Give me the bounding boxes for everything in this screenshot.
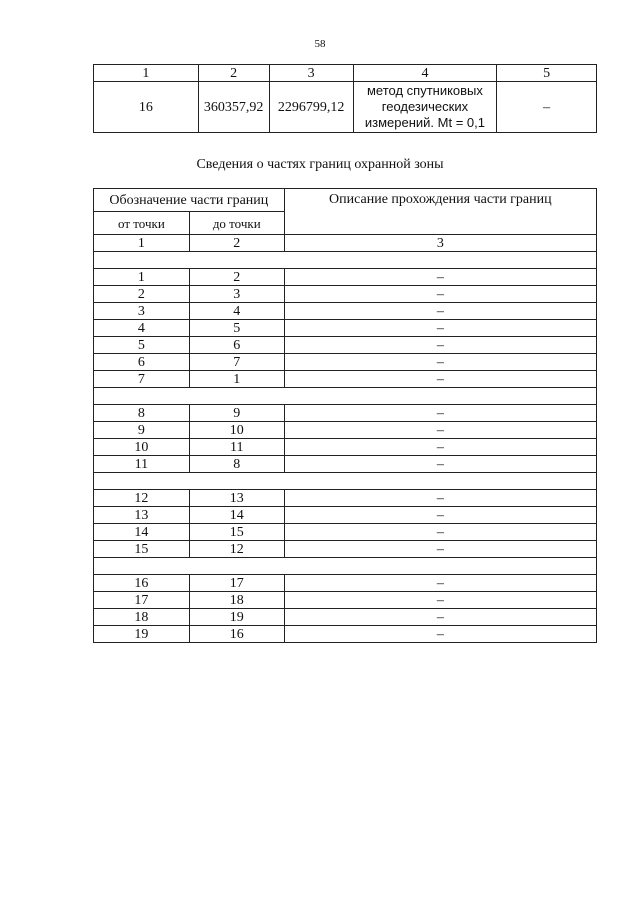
- column-number: 3: [269, 65, 353, 82]
- description-cell: –: [284, 405, 596, 422]
- column-numbers-row: [94, 235, 597, 252]
- from-point-cell: 9: [94, 422, 190, 439]
- from-point-cell: 1: [94, 269, 190, 286]
- table-row: [94, 269, 597, 286]
- to-point-cell: 15: [189, 524, 284, 541]
- from-point-cell: 18: [94, 609, 190, 626]
- from-point-cell: 12: [94, 490, 190, 507]
- header-to-point: до точки: [189, 212, 284, 235]
- section-title: Сведения о частях границ охранной зоны: [196, 157, 444, 172]
- description-cell: –: [284, 303, 596, 320]
- table-row: [94, 541, 597, 558]
- description-cell: –: [284, 524, 596, 541]
- group-separator-cell: [94, 558, 597, 575]
- to-point-cell: 6: [189, 337, 284, 354]
- description-cell: –: [284, 371, 596, 388]
- table-row: [94, 456, 597, 473]
- column-number: 2: [189, 235, 284, 252]
- table-row: [94, 575, 597, 592]
- coordinates-row: [94, 82, 597, 133]
- table-row: [94, 592, 597, 609]
- to-point-cell: 12: [189, 541, 284, 558]
- from-point-cell: 5: [94, 337, 190, 354]
- page-number: 58: [314, 38, 326, 50]
- coordinates-header-row: [94, 65, 597, 82]
- to-point-cell: 4: [189, 303, 284, 320]
- to-point-cell: 17: [189, 575, 284, 592]
- description-cell: –: [284, 541, 596, 558]
- from-point-cell: 8: [94, 405, 190, 422]
- column-number: 1: [94, 235, 190, 252]
- method-line: метод спутниковых: [366, 83, 483, 98]
- table-row: [94, 303, 597, 320]
- table-row: [94, 371, 597, 388]
- table-row: [94, 490, 597, 507]
- coordinate-x: 360357,92: [198, 82, 269, 133]
- from-point-cell: 19: [94, 626, 190, 643]
- description-cell: –: [284, 422, 596, 439]
- from-point-cell: 17: [94, 592, 190, 609]
- description-cell: –: [284, 320, 596, 337]
- description-cell: –: [284, 507, 596, 524]
- description-cell: –: [284, 439, 596, 456]
- method-line: геодезических: [381, 99, 469, 114]
- group-separator-row: [94, 388, 597, 405]
- table-row: [94, 609, 597, 626]
- to-point-cell: 9: [189, 405, 284, 422]
- table-row: [94, 405, 597, 422]
- table-row: [94, 337, 597, 354]
- table-row: [94, 524, 597, 541]
- note-cell: –: [497, 82, 597, 133]
- point-number: 16: [94, 82, 199, 133]
- from-point-cell: 4: [94, 320, 190, 337]
- column-number: 2: [198, 65, 269, 82]
- group-separator-row: [94, 473, 597, 490]
- from-point-cell: 10: [94, 439, 190, 456]
- to-point-cell: 16: [189, 626, 284, 643]
- group-separator-row: [94, 558, 597, 575]
- to-point-cell: 18: [189, 592, 284, 609]
- to-point-cell: 5: [189, 320, 284, 337]
- to-point-cell: 19: [189, 609, 284, 626]
- from-point-cell: 2: [94, 286, 190, 303]
- description-cell: –: [284, 575, 596, 592]
- to-point-cell: 11: [189, 439, 284, 456]
- from-point-cell: 14: [94, 524, 190, 541]
- description-cell: –: [284, 609, 596, 626]
- from-point-cell: 6: [94, 354, 190, 371]
- parts-header-row: [94, 189, 597, 212]
- header-from-point: от точки: [94, 212, 190, 235]
- group-separator-row: [94, 252, 597, 269]
- table-row: [94, 439, 597, 456]
- group-separator-cell: [94, 388, 597, 405]
- boundary-parts-table: [93, 188, 597, 643]
- description-cell: –: [284, 269, 596, 286]
- column-number: 4: [353, 65, 497, 82]
- to-point-cell: 13: [189, 490, 284, 507]
- group-separator-cell: [94, 252, 597, 269]
- description-cell: –: [284, 354, 596, 371]
- description-cell: –: [284, 286, 596, 303]
- to-point-cell: 14: [189, 507, 284, 524]
- column-number: 3: [284, 235, 596, 252]
- from-point-cell: 15: [94, 541, 190, 558]
- column-number: 1: [94, 65, 199, 82]
- from-point-cell: 11: [94, 456, 190, 473]
- column-number: 5: [497, 65, 597, 82]
- to-point-cell: 10: [189, 422, 284, 439]
- to-point-cell: 3: [189, 286, 284, 303]
- to-point-cell: 1: [189, 371, 284, 388]
- header-boundary-part: Обозначение части границ: [94, 189, 285, 212]
- table-row: [94, 354, 597, 371]
- description-cell: –: [284, 626, 596, 643]
- from-point-cell: 3: [94, 303, 190, 320]
- to-point-cell: 2: [189, 269, 284, 286]
- description-cell: –: [284, 592, 596, 609]
- group-separator-cell: [94, 473, 597, 490]
- table-row: [94, 320, 597, 337]
- to-point-cell: 7: [189, 354, 284, 371]
- to-point-cell: 8: [189, 456, 284, 473]
- from-point-cell: 7: [94, 371, 190, 388]
- description-cell: –: [284, 456, 596, 473]
- table-row: [94, 422, 597, 439]
- header-description: Описание прохождения части границ: [284, 189, 596, 235]
- from-point-cell: 16: [94, 575, 190, 592]
- description-cell: –: [284, 337, 596, 354]
- coordinate-y: 2296799,12: [269, 82, 353, 133]
- coordinates-table: [93, 64, 597, 133]
- from-point-cell: 13: [94, 507, 190, 524]
- table-row: [94, 626, 597, 643]
- method-description: [353, 82, 497, 133]
- table-row: [94, 286, 597, 303]
- description-cell: –: [284, 490, 596, 507]
- table-row: [94, 507, 597, 524]
- method-line: измерений. Mt = 0,1: [364, 115, 485, 130]
